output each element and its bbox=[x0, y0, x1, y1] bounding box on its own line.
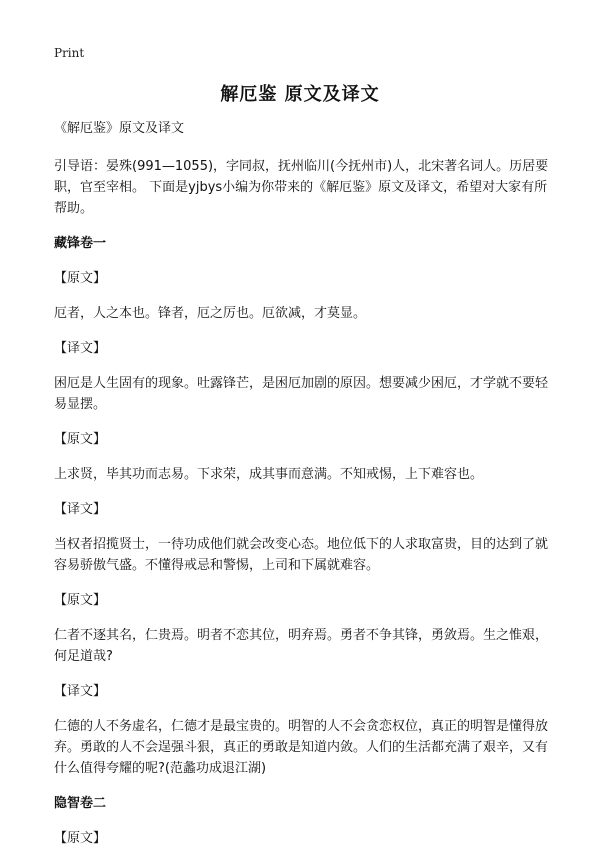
translation-text: 困厄是人生固有的现象。吐露锋芒，是困厄加剧的原因。想要减少困厄，才学就不要轻易显摆。 bbox=[54, 376, 549, 412]
section-heading: 隐智卷二 bbox=[54, 796, 107, 811]
section-heading: 藏锋卷一 bbox=[54, 236, 107, 251]
translation-text: 仁德的人不务虚名，仁德才是最宝贵的。明智的人不会贪恋权位，真正的明智是懂得放弃。勇敢的人不会逞强斗狠，真正的勇敢是知道内敛。人们的生活都充满了艰辛，又有什么值得夸耀的呢?(范蠡功成退江湖) bbox=[54, 719, 549, 776]
section-label: 【译文】 bbox=[54, 341, 107, 356]
section-label: 【原文】 bbox=[54, 271, 107, 286]
section-label: 【译文】 bbox=[54, 502, 107, 517]
original-text: 厄者，人之本也。锋者，厄之厉也。厄欲减，才莫显。 bbox=[54, 306, 367, 321]
intro-paragraph: 引导语：晏殊(991—1055)，字同叔，抚州临川(今抚州市)人，北宋著名词人。历居要职，官至宰相。 下面是yjbys小编为你带来的《解厄鉴》原文及译文，希望对大家有所帮助。 bbox=[54, 159, 549, 216]
translation-text: 当权者招揽贤士，一待功成他们就会改变心态。地位低下的人求取富贵，目的达到了就容易骄傲气盛。不懂得戒忌和警惕，上司和下属就难容。 bbox=[54, 537, 549, 573]
article-body bbox=[54, 118, 550, 863]
page-title: 解厄鉴 原文及译文 bbox=[220, 84, 380, 105]
print-link[interactable]: Print bbox=[54, 46, 85, 60]
section-label: 【原文】 bbox=[54, 432, 107, 447]
original-text: 上求贤，毕其功而志易。下求荣，成其事而意满。不知戒惕，上下难容也。 bbox=[54, 467, 484, 482]
original-text: 仁者不逐其名，仁贵焉。明者不恋其位，明弃焉。勇者不争其锋，勇敛焉。生之惟艰，何足道哉? bbox=[54, 628, 549, 664]
section-label: 【原文】 bbox=[54, 831, 107, 846]
section-label: 【译文】 bbox=[54, 684, 107, 699]
section-label: 【原文】 bbox=[54, 593, 107, 608]
article-subtitle: 《解厄鉴》原文及译文 bbox=[54, 121, 185, 136]
